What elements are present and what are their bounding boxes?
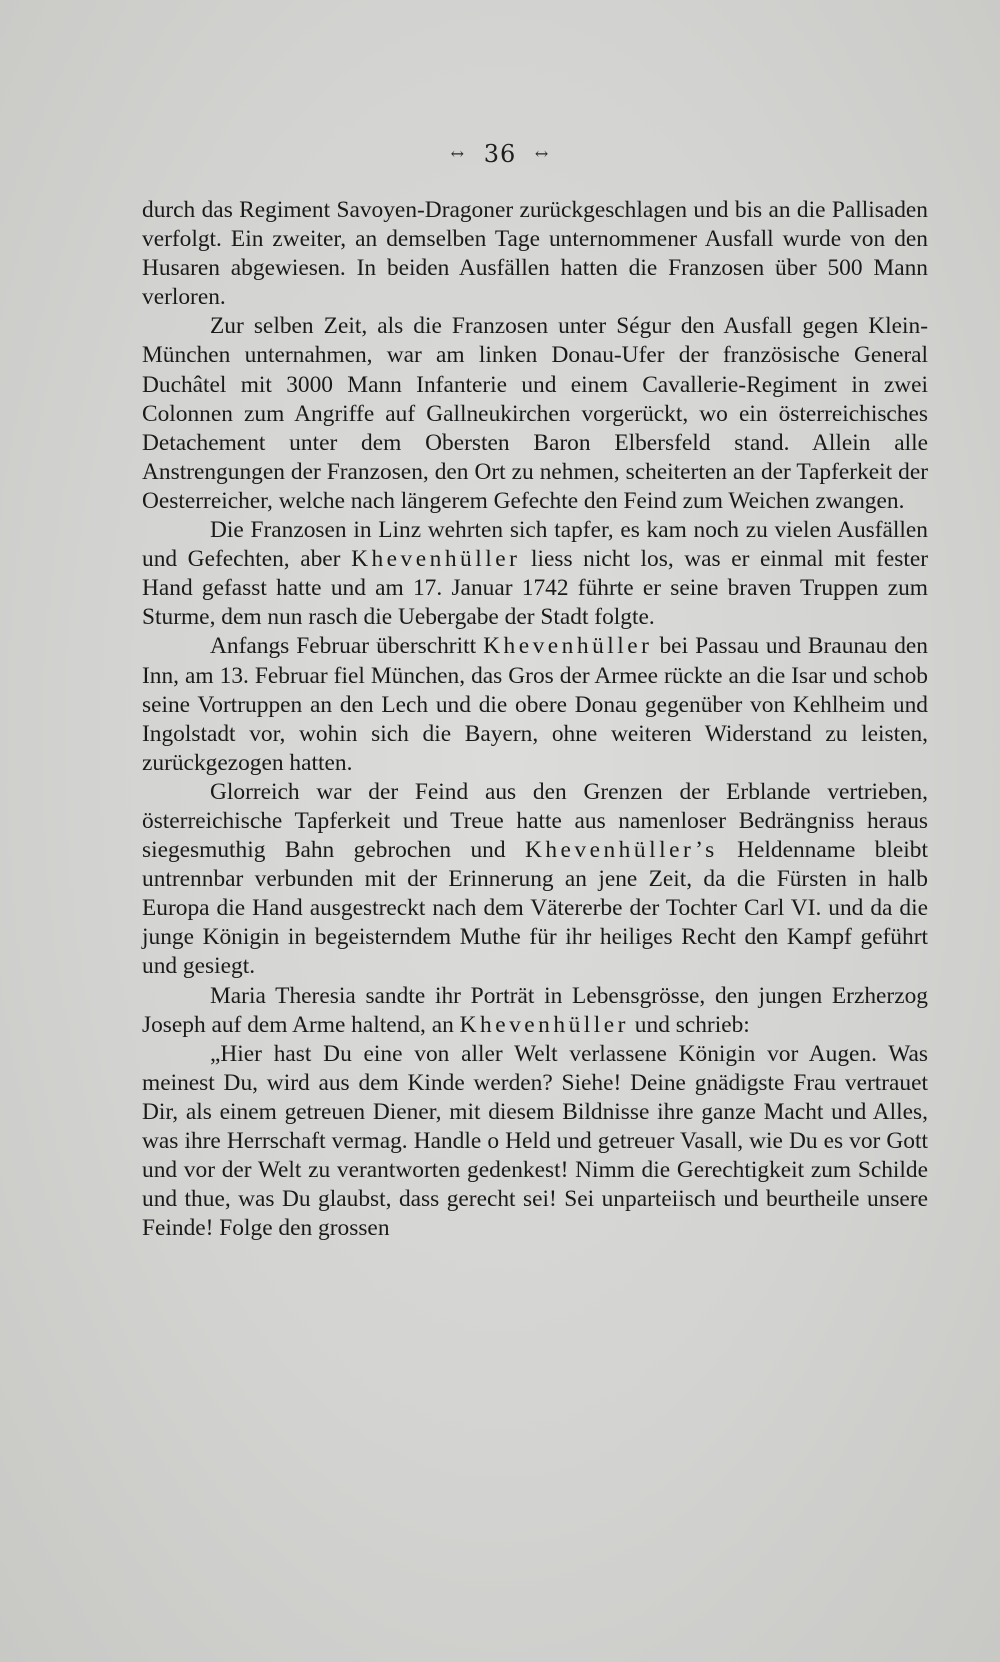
paragraph-6-text-b: und schrieb: xyxy=(628,1011,750,1038)
paragraph-1: durch das Regiment Savoyen-Dragoner zurückgeschlagen und bis an die Pallisaden verfolgt. Ein zweiter, an demselben Tage unternommener Ausfall wurde von den Husaren abgewiesen. In beiden Ausfällen hatten die Franzosen über 500 Mann verloren. xyxy=(142,197,928,311)
ornament-right-icon: ↔ xyxy=(534,144,550,163)
paragraph-6 xyxy=(142,982,928,1040)
ornament-left-icon: ↔ xyxy=(450,144,466,163)
paragraph-5-text-b: Heldenname bleibt untrennbar verbunden mit der Erinnerung an jene Zeit, da die Fürsten in halb Europa die Hand ausgestreckt nach dem Vätererbe der Tochter Carl VI. und da die junge Königin in begeisterndem Muthe für ihr heiliges Recht den Kampf geführt und gesiegt. xyxy=(142,837,928,980)
paragraph-6-text-a: Maria Theresia sandte ihr Porträt in Lebensgrösse, den jungen Erzherzog Joseph auf dem Arme haltend, an xyxy=(142,982,928,1038)
paragraph-4-text-a: Anfangs Februar überschritt xyxy=(210,633,484,660)
spaced-name: Khevenhüller xyxy=(483,633,653,660)
spaced-name: Khevenhüller xyxy=(351,546,521,573)
paragraph-5 xyxy=(142,778,928,982)
paragraph-2: Zur selben Zeit, als die Franzosen unter Ségur den Ausfall gegen Klein-München unternahmen, war am linken Donau-Ufer der französische General Duchâtel mit 3000 Mann Infanterie und einem Cavallerie-Regiment in zwei Colonnen zum Angriffe auf Gallneukirchen vorgerückt, wo ein österreichisches Detachement unter dem Obersten Baron Elbersfeld stand. Allein alle Anstrengungen der Franzosen, den Ort zu nehmen, scheiterten an der Tapferkeit der Oesterreicher, welche nach längerem Gefechte den Feind zum Weichen zwangen. xyxy=(142,313,928,514)
paragraph-7-quote: „Hier hast Du eine von aller Welt verlassene Königin vor Augen. Was meinest Du, wird aus dem Kinde werden? Siehe! Deine gnädigste Frau vertrauet Dir, als einem getreuen Diener, mit diesem Bildnisse ihre ganze Macht und Alles, was ihre Herrschaft vermag. Handle o Held und getreuer Vasall, wie Du es vor Gott und vor der Welt zu verantworten gedenkest! Nimm die Gerechtigkeit zum Schilde und thue, was Du glaubst, dass gerecht sei! Sei unparteiisch und beurtheile unsere Feinde! Folge den grossen xyxy=(142,1040,928,1242)
spaced-name: Khevenhüller xyxy=(459,1011,629,1038)
paragraph-3-text-a: Die Franzosen in Linz wehrten sich tapfer, es kam noch zu vielen Ausfällen und Gefechten, aber xyxy=(142,517,928,573)
paragraph-5-text-a: Glorreich war der Feind aus den Grenzen der Erblande vertrieben, österreichische Tapferkeit und Treue hatte aus namenloser Bedrängniss heraus siegesmuthig Bahn gebrochen und xyxy=(142,778,928,864)
spaced-name: Khevenhüller’s xyxy=(524,837,718,864)
paragraph-4 xyxy=(142,632,928,777)
paragraph-3 xyxy=(142,516,928,632)
paragraph-3-text-b: liess nicht los, was er einmal mit fester Hand gefasst hatte und am 17. Januar 1742 führte er seine braven Truppen zum Sturme, dem nun rasch die Uebergabe der Stadt folgte. xyxy=(142,546,928,631)
page-header xyxy=(0,140,1000,168)
page-number: 36 xyxy=(483,140,517,168)
body-text xyxy=(142,196,928,1243)
paragraph-4-text-b: bei Passau und Braunau den Inn, am 13. Februar fiel München, das Gros der Armee rückte an die Isar und schob seine Vortruppen an den Lech und die obere Donau gegenüber von Kehlheim und Ingolstadt vor, wohin sich die Bayern, ohne weiteren Widerstand zu leisten, zurückgezogen hatten. xyxy=(142,633,928,776)
